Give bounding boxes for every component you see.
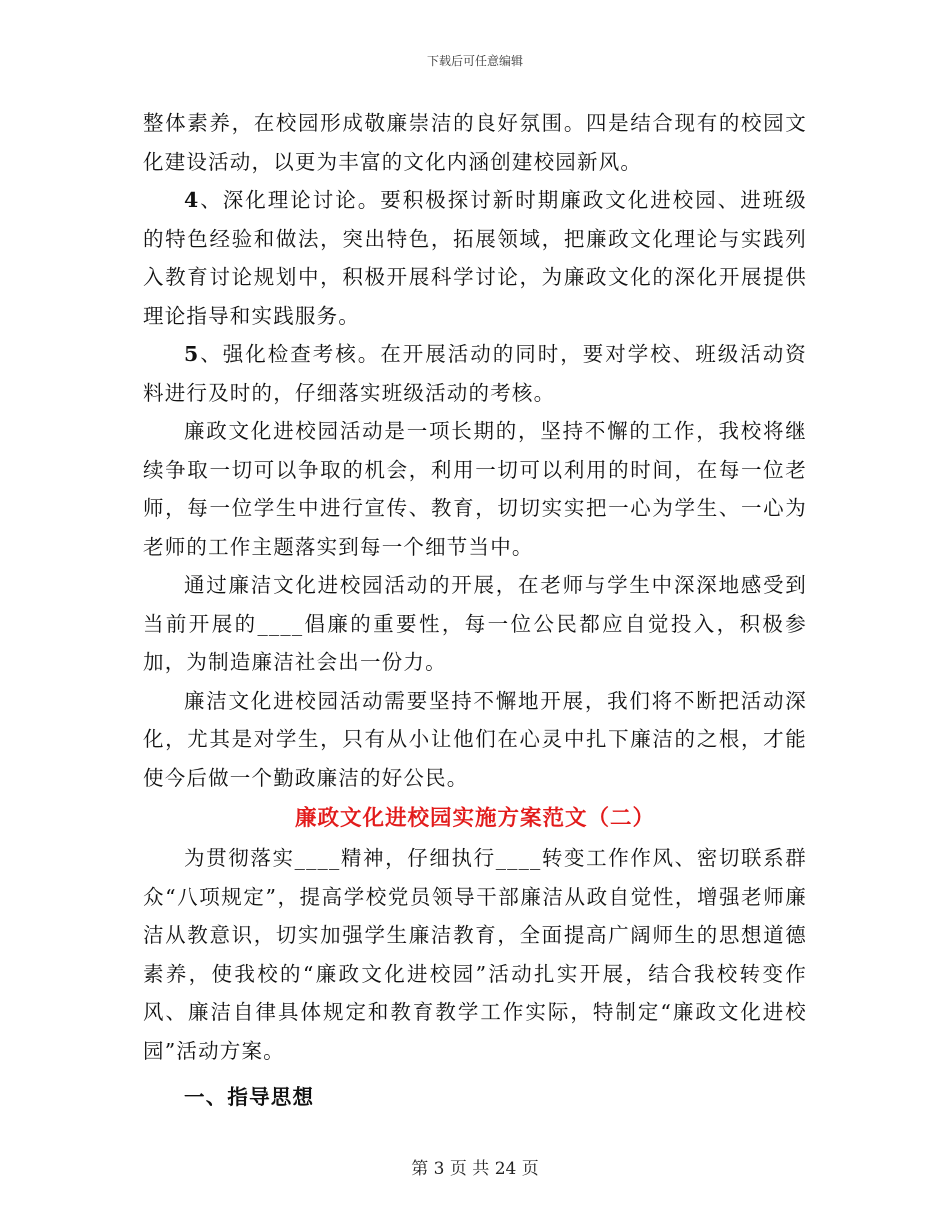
page-header: 下载后可任意编辑	[426, 54, 523, 68]
section-title: 廉政文化进校园实施方案范文（二）	[294, 806, 655, 831]
paragraph-intro: 为贯彻落实____精神，仔细执行____转变工作作风、密切联系群众“八项规定”，提高学校党员领导干部廉洁从政自觉性，增强老师廉洁从教意识，切实加强学生廉洁教育，全面提高广阔师生的思想道德素养，使我校的“廉政文化进校园”活动扎实开展，结合我校转变作风、廉洁自律具体规定和教育教学工作实际，特制定“廉政文化进校园”活动方案。	[143, 846, 807, 1063]
section-heading-guiding-thought: 一、指导思想	[184, 1085, 315, 1109]
item-text: 、深化理论讨论。要积极探讨新时期廉政文化进校园、进班级的特色经验和做法，突出特色，拓展领域，把廉政文化理论与实践列入教育讨论规划中，积极开展科学讨论，为廉政文化的深化开展提供理论指导和实践服务。	[143, 188, 807, 328]
paragraph-continued: 整体素养，在校园形成敬廉崇洁的良好氛围。四是结合现有的校园文化建设活动，以更为丰富的文化内涵创建校园新风。	[143, 111, 807, 174]
paragraph-persist: 廉洁文化进校园活动需要坚持不懈地开展，我们将不断把活动深化，尤其是对学生，只有从小让他们在心灵中扎下廉洁的之根，才能使今后做一个勤政廉洁的好公民。	[143, 688, 807, 790]
item-text: 、强化检查考核。在开展活动的同时，要对学校、班级活动资料进行及时的，仔细落实班级活动的考核。	[143, 342, 807, 405]
item-number: 4	[184, 188, 200, 212]
paragraph-item-4	[143, 181, 807, 335]
document-body	[143, 104, 807, 1117]
paragraph-item-5	[143, 335, 807, 412]
paragraph-long-term: 廉政文化进校园活动是一项长期的，坚持不懈的工作，我校将继续争取一切可以争取的机会，利用一切可以利用的时间，在每一位老师，每一位学生中进行宣传、教育，切切实实把一心为学生、一心为老师的工作主题落实到每一个细节当中。	[143, 419, 807, 559]
paragraph-through: 通过廉洁文化进校园活动的开展，在老师与学生中深深地感受到当前开展的____倡廉的重要性，每一位公民都应自觉投入，积极参加，为制造廉洁社会出一份力。	[143, 573, 807, 674]
item-number: 5	[184, 342, 200, 366]
page-footer: 第 3 页 共 24 页	[411, 1159, 539, 1179]
